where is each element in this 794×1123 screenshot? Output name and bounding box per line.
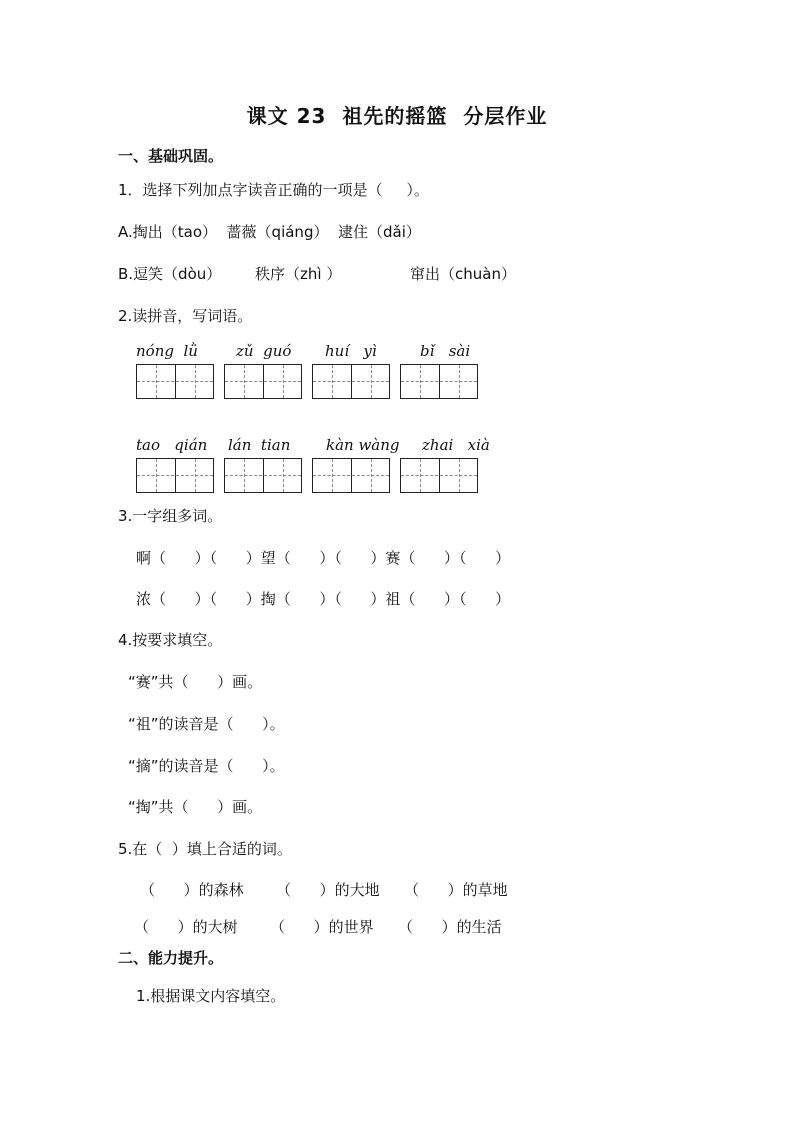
q4-line: “摘”的读音是（ ）。: [128, 757, 285, 775]
q1-option-b-part2: 秩序（zhì ）: [255, 265, 342, 283]
q4-line: “祖”的读音是（ ）。: [128, 715, 285, 733]
section-heading-basics: 一、基础巩固。: [118, 147, 224, 165]
writing-grid[interactable]: [136, 364, 214, 399]
pinyin-word: huí yì: [325, 342, 377, 360]
q3-line: 啊（ ）（ ）望（ ）（ ）赛（ ）（ ）: [136, 549, 511, 567]
q5-item: （ ）的大树: [134, 918, 238, 936]
q3-prompt: 3.一字组多词。: [118, 507, 223, 525]
q5-item: （ ）的生活: [398, 918, 502, 936]
pinyin-word: tao qián: [136, 436, 208, 454]
q5-prompt: 5.在（ ）填上合适的词。: [118, 840, 292, 858]
pinyin-word: kàn wàng: [326, 436, 400, 454]
section2-q1-prompt: 1.根据课文内容填空。: [136, 987, 286, 1005]
writing-grid[interactable]: [400, 364, 478, 399]
pinyin-word: nóng lǜ: [136, 342, 198, 360]
q4-line: “掏”共（ ）画。: [128, 798, 263, 816]
writing-grid[interactable]: [224, 364, 302, 399]
page-title: 课文 23 祖先的摇篮 分层作业: [246, 104, 548, 128]
q5-item: （ ）的森林: [140, 881, 244, 899]
q1-option-a: A.掏出（tao） 蔷薇（qiáng） 逮住（dǎi）: [118, 223, 421, 241]
writing-grid[interactable]: [224, 458, 302, 493]
writing-grid[interactable]: [312, 364, 390, 399]
q5-item: （ ）的大地: [276, 881, 380, 899]
pinyin-word: lán tian: [228, 436, 291, 454]
q5-item: （ ）的草地: [404, 881, 508, 899]
pinyin-word: zhai xià: [422, 436, 490, 454]
q1-prompt: 1．选择下列加点字读音正确的一项是（ ）。: [118, 181, 429, 199]
q2-prompt: 2.读拼音，写词语。: [118, 307, 253, 325]
writing-grid[interactable]: [312, 458, 390, 493]
q4-line: “赛”共（ ）画。: [128, 673, 263, 691]
pinyin-word: zǔ guó: [236, 342, 292, 360]
q4-prompt: 4.按要求填空。: [118, 631, 223, 649]
writing-grid[interactable]: [400, 458, 478, 493]
q1-option-b-part3: 窜出（chuàn）: [410, 265, 516, 283]
q1-option-b-part1: B.逗笑（dòu）: [118, 265, 222, 283]
pinyin-word: bǐ sài: [420, 342, 471, 360]
q5-item: （ ）的世界: [270, 918, 374, 936]
writing-grid[interactable]: [136, 458, 214, 493]
q3-line: 浓（ ）（ ）掏（ ）（ ）祖（ ）（ ）: [136, 590, 511, 608]
section-heading-ability: 二、能力提升。: [118, 949, 224, 967]
